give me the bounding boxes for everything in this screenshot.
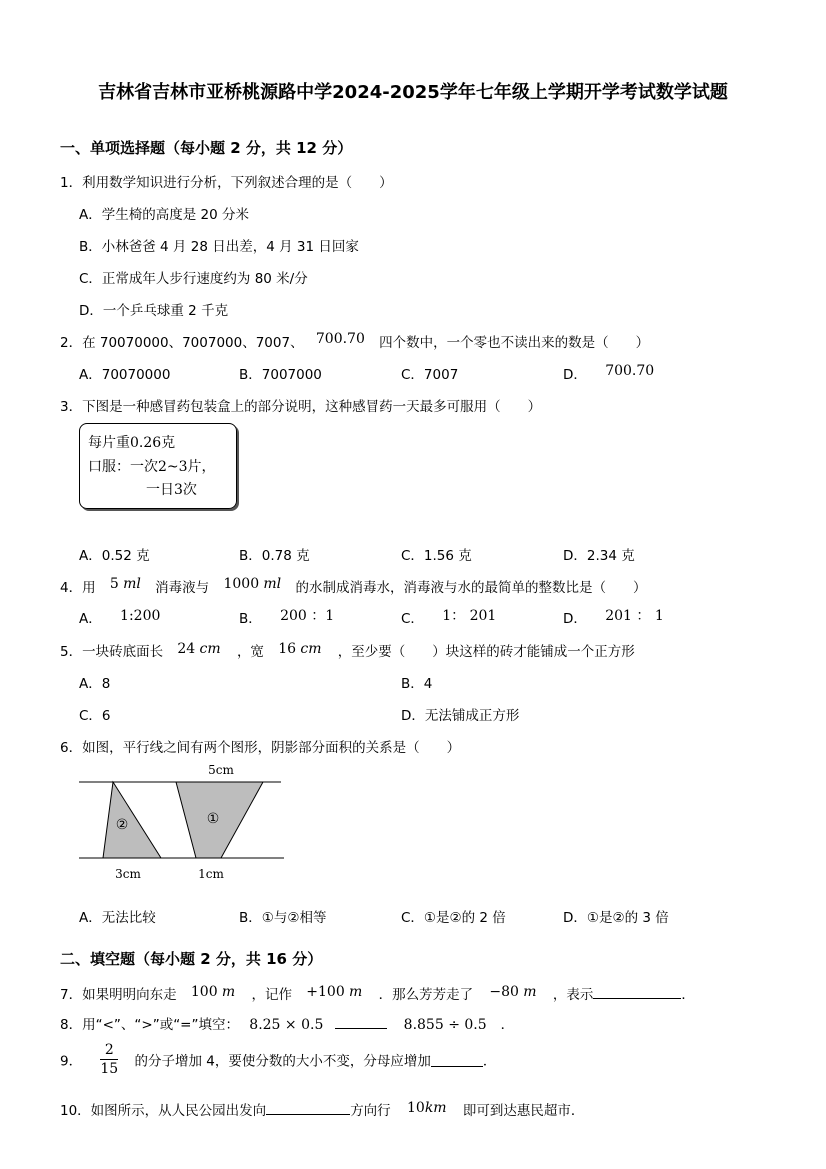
q5-option-c[interactable]: C．6 bbox=[79, 708, 111, 724]
q3-stem: 3．下图是一种感冒药包装盒上的部分说明，这种感冒药一天最多可服用（ ） bbox=[60, 399, 542, 415]
q1-option-a[interactable]: A．学生椅的高度是 20 分米 bbox=[79, 207, 249, 223]
q7-mid2: ．那么芳芳走了 bbox=[378, 987, 474, 1003]
q8-expression-2: 8.855 ÷ 0.5 bbox=[403, 1017, 487, 1033]
q5-unit2: cm bbox=[300, 641, 322, 657]
q4-option-c-label: C． bbox=[401, 611, 424, 627]
q4-option-a-value: 1:200 bbox=[120, 608, 161, 624]
q4-post: 的水制成消毒水，消毒液与水的最简单的整数比是（ ） bbox=[295, 580, 647, 596]
q4-stem bbox=[60, 576, 646, 596]
q5-option-b[interactable]: B．4 bbox=[401, 676, 433, 692]
shape-1-trapezoid bbox=[176, 782, 263, 858]
q10-answer-blank[interactable] bbox=[266, 1100, 350, 1115]
q7-answer-blank[interactable] bbox=[593, 984, 681, 999]
q6-option-b[interactable]: B．①与②相等 bbox=[239, 910, 327, 926]
q5-value2: 16 bbox=[278, 641, 297, 657]
q7-unit1: m bbox=[221, 984, 236, 1000]
q9-denominator: 15 bbox=[100, 1061, 119, 1077]
shape-2-triangle bbox=[103, 782, 161, 858]
q4-option-a[interactable] bbox=[79, 607, 160, 627]
medicine-frequency-text: 一日3次 bbox=[146, 482, 197, 498]
q10-pre: 10．如图所示，从人民公园出发向 bbox=[60, 1103, 267, 1119]
q9-numerator: 2 bbox=[100, 1041, 118, 1060]
medicine-weight-text: 每片重0.26克 bbox=[88, 435, 176, 451]
q2-option-d[interactable] bbox=[563, 363, 654, 383]
parallel-lines-figure bbox=[76, 760, 290, 884]
section-2-heading: 二、填空题（每小题 2 分，共 16 分） bbox=[60, 950, 323, 968]
label-3cm: 3cm bbox=[115, 867, 141, 881]
q4-option-b-label: B． bbox=[239, 611, 262, 627]
q2-stem-pre: 2．在 70070000、7007000、7007、 bbox=[60, 335, 304, 351]
q9-end: ． bbox=[482, 1053, 497, 1070]
q4-unit1: ml bbox=[123, 576, 141, 592]
q3-option-d[interactable]: D．2.34 克 bbox=[563, 548, 635, 564]
q4-option-b[interactable] bbox=[239, 607, 334, 628]
q2-number: 700.70 bbox=[315, 331, 365, 347]
q2-stem bbox=[60, 331, 649, 351]
q8-answer-blank[interactable] bbox=[335, 1014, 387, 1029]
q4-option-d[interactable] bbox=[563, 607, 664, 628]
q7-unit2: m bbox=[349, 984, 363, 1000]
q7-end: ． bbox=[681, 987, 695, 1003]
q8-expression-1: 8.25 × 0.5 bbox=[249, 1017, 324, 1033]
q1-option-b[interactable]: B．小林爸爸 4 月 28 日出差，4 月 31 日回家 bbox=[79, 239, 359, 255]
q5-post: ，至少要（ ）块这样的砖才能铺成一个正方形 bbox=[337, 644, 635, 660]
q4-mid: 消毒液与 bbox=[155, 580, 210, 596]
q5-unit1: cm bbox=[199, 641, 221, 657]
q2-option-d-label: D． bbox=[563, 367, 587, 383]
q7-value1: 100 bbox=[190, 984, 218, 1000]
q9-pre: 9． bbox=[60, 1053, 83, 1070]
medicine-dosage-text: 口服：一次2~3片， bbox=[88, 459, 216, 475]
q10-mid: 方向行 bbox=[350, 1103, 391, 1119]
q1-option-d[interactable]: D．一个乒乓球重 2 千克 bbox=[79, 303, 229, 319]
medicine-label-box bbox=[79, 423, 237, 509]
q3-option-a[interactable]: A．0.52 克 bbox=[79, 548, 150, 564]
q7-mid1: ，记作 bbox=[251, 987, 292, 1003]
label-shape-1: ① bbox=[206, 811, 220, 827]
q5-option-d[interactable]: D．无法铺成正方形 bbox=[401, 708, 520, 724]
label-shape-2: ② bbox=[115, 817, 129, 833]
q7-pre: 7．如果明明向东走 bbox=[60, 987, 177, 1003]
q4-option-a-label: A． bbox=[79, 611, 102, 627]
q7-unit3: m bbox=[523, 984, 537, 1000]
q5-option-a[interactable]: A．8 bbox=[79, 676, 111, 692]
q5-pre: 5．一块砖底面长 bbox=[60, 644, 164, 660]
page-title: 吉林省吉林市亚桥桃源路中学2024-2025学年七年级上学期开学考试数学试题 bbox=[98, 82, 728, 103]
label-1cm: 1cm bbox=[198, 867, 224, 881]
q2-stem-post: 四个数中，一个零也不读出来的数是（ ） bbox=[379, 335, 650, 351]
q5-value1: 24 bbox=[177, 641, 196, 657]
q5-mid: ，宽 bbox=[236, 644, 264, 660]
q4-unit2: ml bbox=[263, 576, 282, 592]
label-5cm: 5cm bbox=[208, 763, 234, 777]
q6-option-a[interactable]: A．无法比较 bbox=[79, 910, 156, 926]
q9-stem bbox=[60, 1041, 496, 1078]
q9-fraction bbox=[100, 1041, 118, 1078]
q4-value2: 1000 bbox=[223, 576, 260, 592]
q9-post: 的分子增加 4，要使分数的大小不变，分母应增加 bbox=[134, 1053, 431, 1070]
q7-value2: +100 bbox=[306, 984, 345, 1000]
q2-option-b[interactable]: B．7007000 bbox=[239, 367, 322, 383]
q10-stem bbox=[60, 1099, 584, 1119]
q4-pre: 4．用 bbox=[60, 580, 96, 596]
q7-stem bbox=[60, 983, 695, 1003]
q4-option-b-value: 200 ：1 bbox=[280, 608, 335, 624]
q3-option-b[interactable]: B．0.78 克 bbox=[239, 548, 310, 564]
q2-option-c[interactable]: C．7007 bbox=[401, 367, 459, 383]
q3-option-c[interactable]: C．1.56 克 bbox=[401, 548, 472, 564]
q2-option-a[interactable]: A．70070000 bbox=[79, 367, 171, 383]
q1-stem: 1．利用数学知识进行分析，下列叙述合理的是（ ） bbox=[60, 175, 393, 191]
q8-pre: 8．用“<”、“>”或“=”填空： bbox=[60, 1017, 239, 1033]
q5-stem bbox=[60, 640, 635, 660]
q9-answer-blank[interactable] bbox=[431, 1052, 483, 1067]
q4-value1: 5 bbox=[109, 576, 119, 592]
q6-option-d[interactable]: D．①是②的 3 倍 bbox=[563, 910, 669, 926]
q7-post: ，表示 bbox=[552, 987, 594, 1003]
q4-option-c-value: 1： 201 bbox=[442, 608, 497, 624]
q6-option-c[interactable]: C．①是②的 2 倍 bbox=[401, 910, 506, 926]
q2-option-d-value: 700.70 bbox=[605, 363, 655, 379]
section-1-heading: 一、单项选择题（每小题 2 分，共 12 分） bbox=[60, 139, 353, 157]
q10-unit: km bbox=[424, 1100, 447, 1116]
q4-option-c[interactable] bbox=[401, 607, 496, 628]
q1-option-c[interactable]: C．正常成年人步行速度约为 80 米/分 bbox=[79, 271, 308, 287]
q10-value: 10 bbox=[406, 1100, 425, 1116]
q4-option-d-value: 201 ： 1 bbox=[605, 608, 664, 624]
q6-stem: 6．如图，平行线之间有两个图形，阴影部分面积的关系是（ ） bbox=[60, 740, 461, 756]
q4-option-d-label: D． bbox=[563, 611, 587, 627]
q8-end: ． bbox=[500, 1017, 515, 1033]
q10-post: 即可到达惠民超市． bbox=[462, 1103, 585, 1119]
q7-value3: −80 bbox=[489, 984, 519, 1000]
q8-stem bbox=[60, 1013, 514, 1033]
